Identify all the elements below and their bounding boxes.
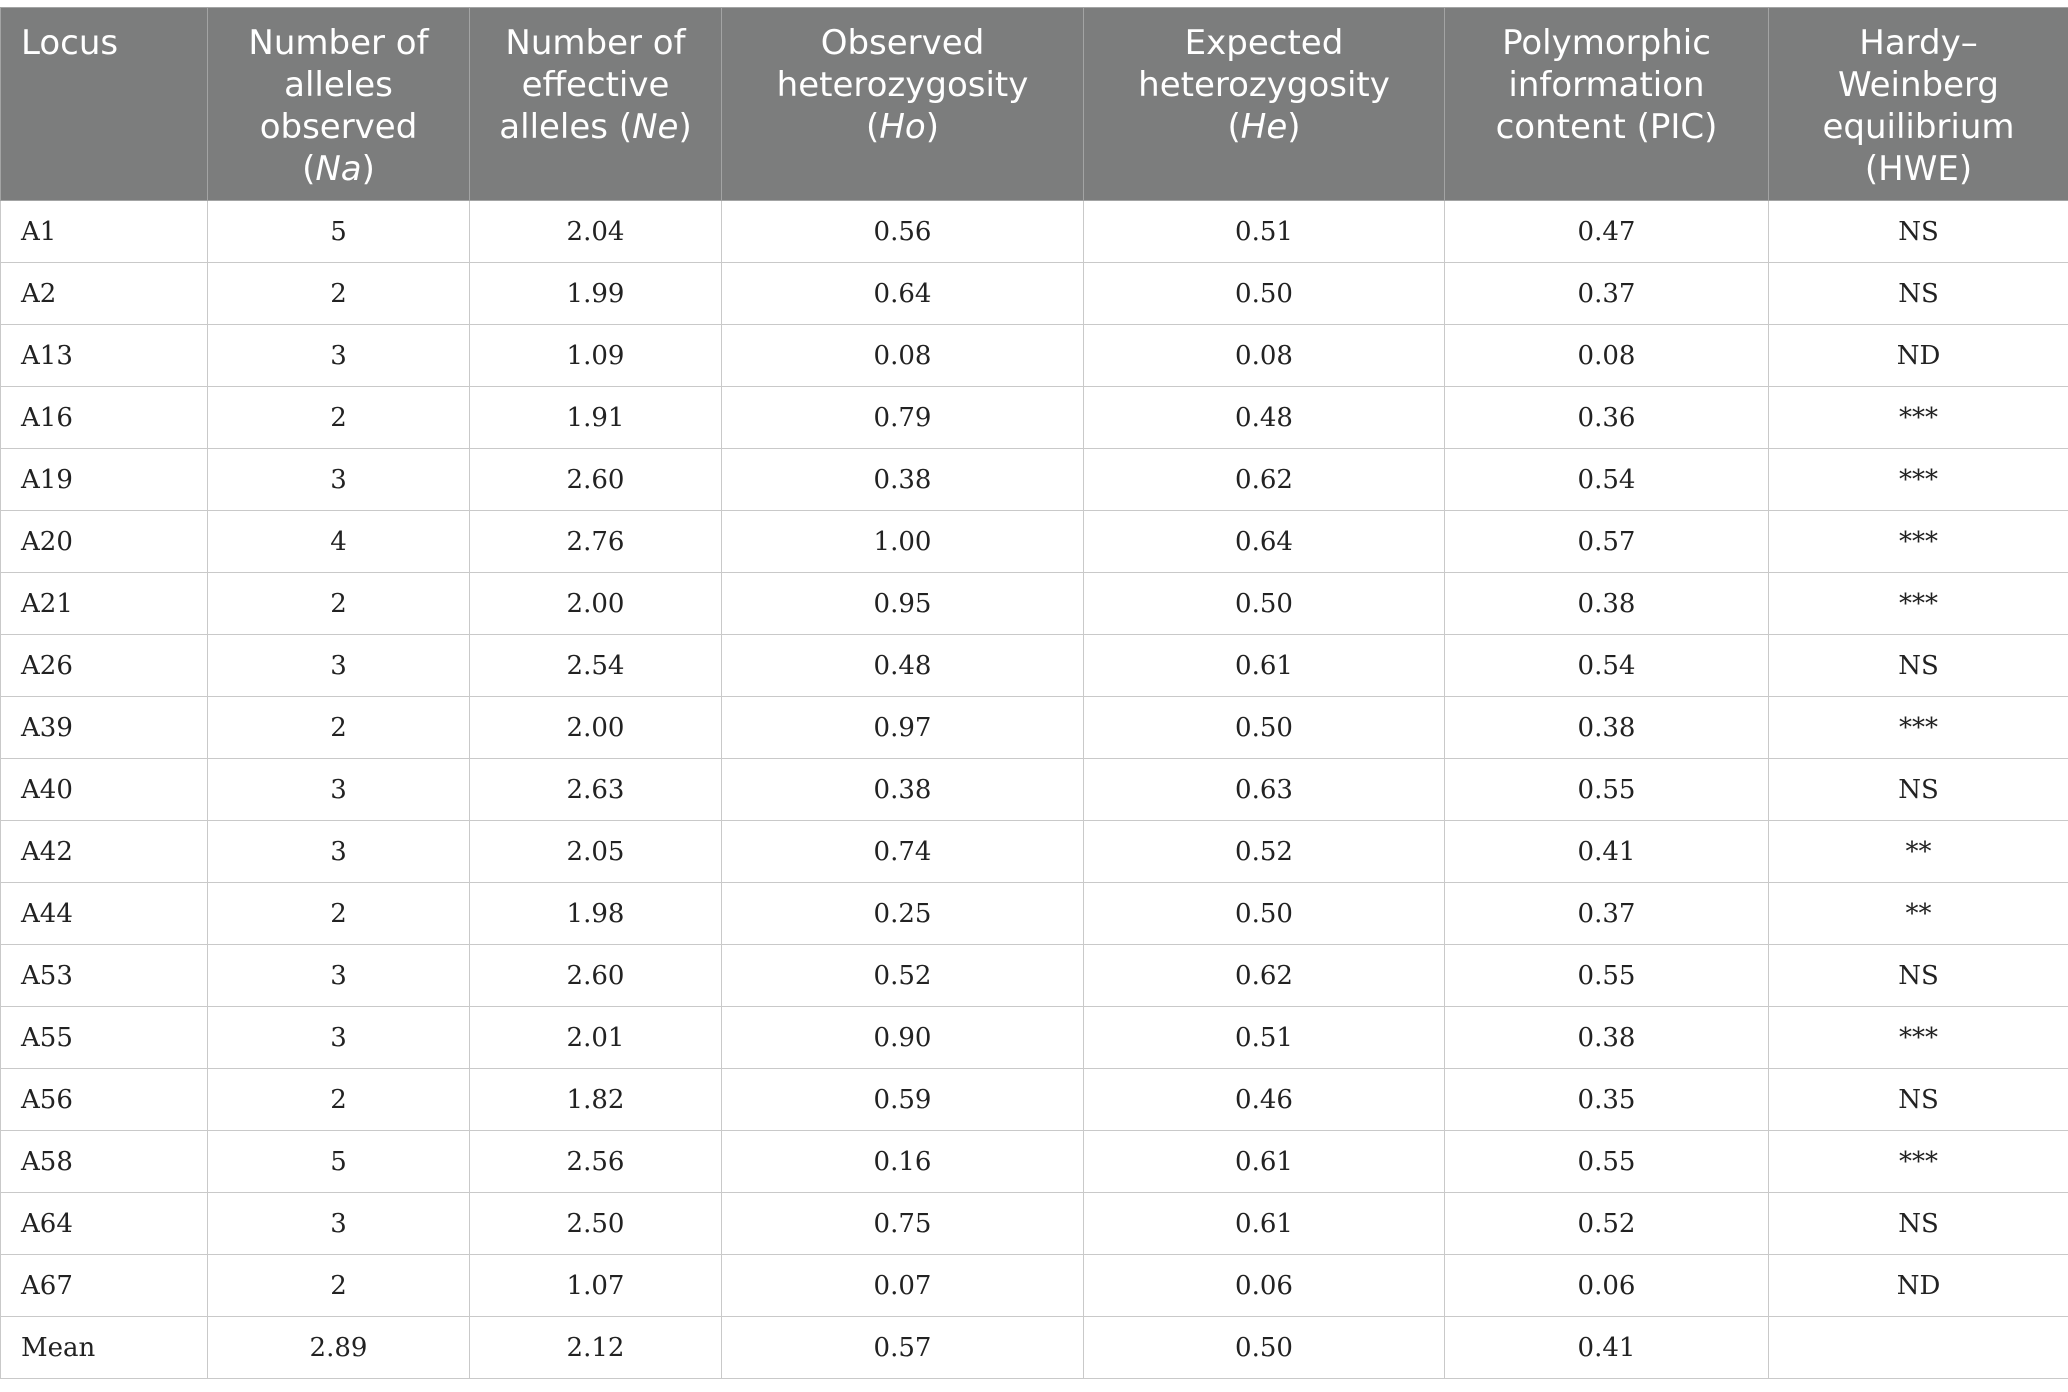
header-hwe-line-3: equilibrium: [1822, 107, 2015, 147]
table-row: [1, 201, 2068, 263]
cell-hwe: ND: [1769, 325, 2068, 387]
cell-na: 3: [208, 325, 470, 387]
cell-hwe: NS: [1769, 1193, 2068, 1255]
table-row: [1, 697, 2068, 759]
header-ho-line-2: heterozygosity: [776, 65, 1029, 105]
header-na-line-2: alleles: [284, 65, 393, 105]
cell-pic: 0.38: [1445, 573, 1769, 635]
cell-locus: A21: [1, 573, 208, 635]
table-row: [1, 263, 2068, 325]
table-row: [1, 1069, 2068, 1131]
header-na-open-paren: (: [302, 149, 316, 189]
cell-ne: 2.01: [470, 1007, 722, 1069]
header-hardy-weinberg-equilibrium: [1769, 8, 2068, 201]
cell-he: 0.63: [1084, 759, 1445, 821]
cell-na: 4: [208, 511, 470, 573]
cell-ho: 0.07: [722, 1255, 1084, 1317]
cell-na: 3: [208, 759, 470, 821]
cell-ne: 2.63: [470, 759, 722, 821]
cell-he: 0.50: [1084, 573, 1445, 635]
cell-locus: A64: [1, 1193, 208, 1255]
cell-he: 0.50: [1084, 1317, 1445, 1379]
cell-hwe: ***: [1769, 511, 2068, 573]
table-row: [1, 325, 2068, 387]
cell-locus: A53: [1, 945, 208, 1007]
header-pic-line-1: Polymorphic: [1502, 23, 1711, 63]
cell-he: 0.62: [1084, 449, 1445, 511]
cell-locus: A13: [1, 325, 208, 387]
table-row: [1, 387, 2068, 449]
header-number-of-alleles-observed: [208, 8, 470, 201]
header-hwe-line-2: Weinberg: [1837, 65, 1999, 105]
header-he-line-2: heterozygosity: [1138, 65, 1390, 105]
cell-ho: 0.74: [722, 821, 1084, 883]
header-he-close-paren: ): [1287, 107, 1301, 147]
cell-ho: 0.90: [722, 1007, 1084, 1069]
table-row: [1, 945, 2068, 1007]
cell-pic: 0.55: [1445, 759, 1769, 821]
cell-na: 2: [208, 883, 470, 945]
cell-he: 0.08: [1084, 325, 1445, 387]
cell-he: 0.46: [1084, 1069, 1445, 1131]
cell-ne: 2.12: [470, 1317, 722, 1379]
header-ho-line-3: [732, 106, 1073, 148]
cell-pic: 0.55: [1445, 1131, 1769, 1193]
cell-pic: 0.55: [1445, 945, 1769, 1007]
cell-ne: 1.07: [470, 1255, 722, 1317]
cell-pic: 0.54: [1445, 635, 1769, 697]
table-body: [1, 201, 2068, 1379]
cell-ne: 2.00: [470, 573, 722, 635]
table-row-mean: [1, 1317, 2068, 1379]
table-row: [1, 573, 2068, 635]
header-ne-line-1: Number of: [505, 23, 686, 63]
cell-ho: 0.57: [722, 1317, 1084, 1379]
cell-he: 0.62: [1084, 945, 1445, 1007]
cell-hwe: NS: [1769, 263, 2068, 325]
cell-ho: 1.00: [722, 511, 1084, 573]
header-he-line-1: Expected: [1184, 23, 1344, 63]
cell-na: 3: [208, 821, 470, 883]
cell-hwe: **: [1769, 883, 2068, 945]
cell-ho: 0.97: [722, 697, 1084, 759]
cell-locus: A39: [1, 697, 208, 759]
table-row: [1, 821, 2068, 883]
table-row: [1, 883, 2068, 945]
cell-na: 3: [208, 449, 470, 511]
cell-locus: A55: [1, 1007, 208, 1069]
cell-pic: 0.37: [1445, 263, 1769, 325]
cell-ho: 0.56: [722, 201, 1084, 263]
header-na-close-paren: ): [361, 149, 375, 189]
cell-pic: 0.57: [1445, 511, 1769, 573]
header-ne-symbol: Ne: [632, 107, 679, 147]
header-na-symbol: Na: [315, 149, 362, 189]
cell-pic: 0.52: [1445, 1193, 1769, 1255]
cell-pic: 0.41: [1445, 821, 1769, 883]
table-header: [1, 8, 2068, 201]
cell-hwe: NS: [1769, 945, 2068, 1007]
cell-ho: 0.75: [722, 1193, 1084, 1255]
header-hwe-line-4: (HWE): [1864, 149, 1973, 189]
cell-hwe: ***: [1769, 1131, 2068, 1193]
cell-na: 2: [208, 1255, 470, 1317]
cell-locus: A67: [1, 1255, 208, 1317]
cell-he: 0.51: [1084, 1007, 1445, 1069]
header-he-open-paren: (: [1227, 107, 1241, 147]
header-he-symbol: He: [1240, 107, 1288, 147]
cell-ne: 2.54: [470, 635, 722, 697]
cell-hwe: NS: [1769, 1069, 2068, 1131]
cell-locus: A2: [1, 263, 208, 325]
cell-ne: 2.00: [470, 697, 722, 759]
cell-locus: A42: [1, 821, 208, 883]
table-row: [1, 635, 2068, 697]
cell-ne: 1.09: [470, 325, 722, 387]
cell-pic: 0.35: [1445, 1069, 1769, 1131]
header-ho-open-paren: (: [866, 107, 880, 147]
header-pic-line-3: content (PIC): [1495, 107, 1718, 147]
cell-pic: 0.08: [1445, 325, 1769, 387]
table-row: [1, 1007, 2068, 1069]
cell-he: 0.50: [1084, 697, 1445, 759]
cell-ne: 2.76: [470, 511, 722, 573]
cell-he: 0.50: [1084, 263, 1445, 325]
table-row: [1, 511, 2068, 573]
cell-na: 3: [208, 1193, 470, 1255]
cell-hwe: **: [1769, 821, 2068, 883]
cell-locus: A26: [1, 635, 208, 697]
cell-na: 2.89: [208, 1317, 470, 1379]
cell-locus: A40: [1, 759, 208, 821]
cell-ho: 0.38: [722, 449, 1084, 511]
cell-locus: A56: [1, 1069, 208, 1131]
cell-locus: A1: [1, 201, 208, 263]
cell-ne: 2.60: [470, 945, 722, 1007]
cell-ho: 0.95: [722, 573, 1084, 635]
cell-na: 2: [208, 1069, 470, 1131]
table-row: [1, 1255, 2068, 1317]
table-row: [1, 449, 2068, 511]
cell-he: 0.61: [1084, 1193, 1445, 1255]
cell-locus: Mean: [1, 1317, 208, 1379]
cell-na: 3: [208, 1007, 470, 1069]
cell-hwe: ***: [1769, 449, 2068, 511]
header-na-line-3: observed: [259, 107, 418, 147]
header-ne-prefix: alleles (: [499, 107, 633, 147]
cell-hwe: NS: [1769, 759, 2068, 821]
cell-he: 0.61: [1084, 635, 1445, 697]
cell-ho: 0.52: [722, 945, 1084, 1007]
header-ne-line-2: effective: [521, 65, 670, 105]
cell-locus: A44: [1, 883, 208, 945]
header-ho-close-paren: ): [925, 107, 939, 147]
cell-na: 2: [208, 697, 470, 759]
cell-ne: 1.98: [470, 883, 722, 945]
cell-ne: 2.60: [470, 449, 722, 511]
cell-hwe: ***: [1769, 1007, 2068, 1069]
table-row: [1, 759, 2068, 821]
cell-hwe: ***: [1769, 697, 2068, 759]
cell-hwe: NS: [1769, 201, 2068, 263]
cell-hwe: [1769, 1317, 2068, 1379]
header-pic-line-2: information: [1508, 65, 1705, 105]
cell-he: 0.52: [1084, 821, 1445, 883]
cell-ne: 2.05: [470, 821, 722, 883]
cell-locus: A16: [1, 387, 208, 449]
cell-he: 0.48: [1084, 387, 1445, 449]
cell-na: 3: [208, 945, 470, 1007]
cell-ne: 1.82: [470, 1069, 722, 1131]
cell-he: 0.50: [1084, 883, 1445, 945]
table-row: [1, 1131, 2068, 1193]
cell-ne: 1.99: [470, 263, 722, 325]
cell-na: 3: [208, 635, 470, 697]
cell-ho: 0.59: [722, 1069, 1084, 1131]
cell-na: 2: [208, 263, 470, 325]
cell-na: 5: [208, 201, 470, 263]
cell-na: 2: [208, 387, 470, 449]
header-locus: [1, 8, 208, 201]
cell-ho: 0.08: [722, 325, 1084, 387]
header-na-line-4: [218, 148, 459, 190]
cell-he: 0.64: [1084, 511, 1445, 573]
header-polymorphic-information-content: [1445, 8, 1769, 201]
cell-pic: 0.37: [1445, 883, 1769, 945]
cell-ne: 2.04: [470, 201, 722, 263]
cell-ho: 0.16: [722, 1131, 1084, 1193]
allele-statistics-table: [0, 7, 2068, 1379]
header-row: [1, 8, 2068, 201]
header-ho-symbol: Ho: [879, 107, 926, 147]
cell-pic: 0.38: [1445, 697, 1769, 759]
cell-hwe: ***: [1769, 387, 2068, 449]
header-number-of-effective-alleles: [470, 8, 722, 201]
header-ho-line-1: Observed: [820, 23, 985, 63]
cell-na: 5: [208, 1131, 470, 1193]
cell-pic: 0.41: [1445, 1317, 1769, 1379]
cell-hwe: ND: [1769, 1255, 2068, 1317]
cell-ne: 2.56: [470, 1131, 722, 1193]
cell-locus: A20: [1, 511, 208, 573]
cell-pic: 0.06: [1445, 1255, 1769, 1317]
cell-he: 0.06: [1084, 1255, 1445, 1317]
header-na-line-1: Number of: [248, 23, 429, 63]
cell-ho: 0.25: [722, 883, 1084, 945]
cell-he: 0.51: [1084, 201, 1445, 263]
header-expected-heterozygosity: [1084, 8, 1445, 201]
cell-hwe: NS: [1769, 635, 2068, 697]
cell-ho: 0.64: [722, 263, 1084, 325]
cell-na: 2: [208, 573, 470, 635]
cell-locus: A58: [1, 1131, 208, 1193]
cell-pic: 0.36: [1445, 387, 1769, 449]
cell-pic: 0.47: [1445, 201, 1769, 263]
cell-pic: 0.38: [1445, 1007, 1769, 1069]
header-locus-text: Locus: [21, 23, 119, 63]
cell-locus: A19: [1, 449, 208, 511]
cell-pic: 0.54: [1445, 449, 1769, 511]
cell-ne: 1.91: [470, 387, 722, 449]
table-row: [1, 1193, 2068, 1255]
header-hwe-line-1: Hardy–: [1859, 23, 1978, 63]
header-ne-close-paren: ): [678, 107, 692, 147]
cell-ne: 2.50: [470, 1193, 722, 1255]
cell-ho: 0.48: [722, 635, 1084, 697]
cell-ho: 0.79: [722, 387, 1084, 449]
cell-he: 0.61: [1084, 1131, 1445, 1193]
header-ne-line-3: [480, 106, 711, 148]
header-observed-heterozygosity: [722, 8, 1084, 201]
cell-hwe: ***: [1769, 573, 2068, 635]
header-he-line-3: [1094, 106, 1434, 148]
cell-ho: 0.38: [722, 759, 1084, 821]
